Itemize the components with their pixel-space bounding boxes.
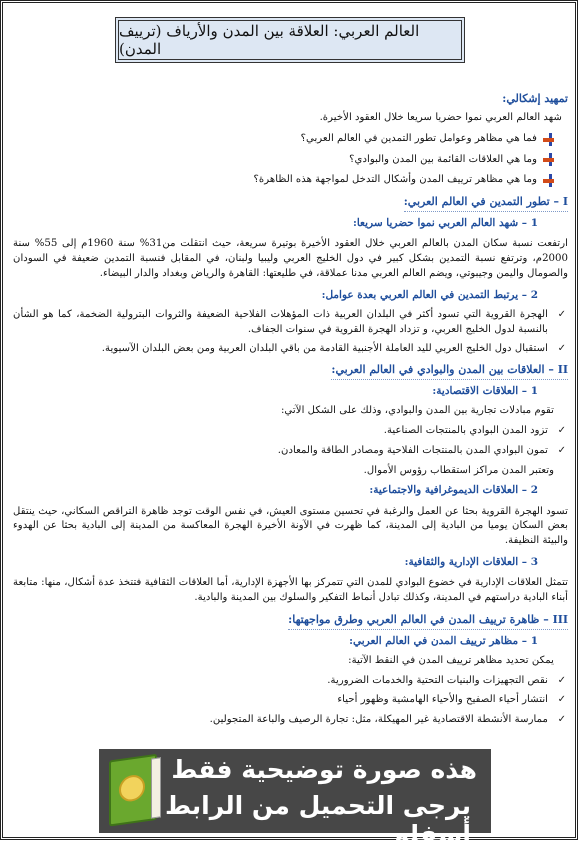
watermark-line-1: هذه صورة توضيحية فقط bbox=[171, 755, 477, 784]
question-text: وما هي مظاهر ترييف المدن وأشكال التدخل لمواجهة هذه الظاهرة؟ bbox=[253, 174, 537, 186]
page-title: العالم العربي: العلاقة بين المدن والأرياف (ترييف المدن) bbox=[115, 17, 465, 63]
subsection-heading: 2 – العلاقات الديموغرافية والاجتماعية: bbox=[369, 484, 538, 497]
subsection-heading: 3 – العلاقات الإدارية والثقافية: bbox=[404, 555, 538, 568]
subsection-heading: 1 – العلاقات الاقتصادية: bbox=[432, 385, 538, 398]
paragraph: يمكن تحديد مظاهر ترييف المدن في النقط الآتية: bbox=[348, 654, 554, 666]
paragraph: تسود الهجرة القروية بحثا عن العمل والرغبة في تحسين مستوى العيش، في نفس الوقت توجد ظاهرة التراقص السكاني، حيث ينتقل بعض السكان يوميا من البادية إلى المدينة، كما ظهرت في الآونة الأخيرة الهجرة المعاكسة من المدينة إلى البادية بحثا عن الهدوء والبيئة النظيفة. bbox=[13, 505, 568, 547]
section-heading-2: II – العلاقات بين المدن والبوادي في العالم العربي: bbox=[331, 362, 568, 380]
list-item: ✓ الهجرة القروية التي تسود أكثر في البلدان العربية ذات المؤهلات الفلاحية الضعيفة والثروات البترولية الضخمة، كما هو الشأن بالنسبة لدول الخليج العربي، و تزداد الهجرة القروية في سنوات الجفاف. bbox=[13, 308, 548, 338]
list-item: ✓ تمون البوادي المدن بالمنتجات الفلاحية ومصادر الطاقة والمعادن. bbox=[13, 444, 548, 459]
pushpin-icon bbox=[543, 133, 554, 146]
paragraph: تقوم مبادلات تجارية بين المدن والبوادي، وذلك على الشكل الآتي: bbox=[281, 405, 554, 417]
factor-list bbox=[13, 308, 568, 357]
ruralization-list bbox=[13, 674, 568, 728]
list-item: ✓ ممارسة الأنشطة الاقتصادية غير المهيكلة، مثل: تجارة الرصيف والباعة المتجولين. bbox=[13, 713, 548, 728]
question-item bbox=[13, 132, 568, 147]
question-item bbox=[13, 153, 568, 168]
lesson-content bbox=[13, 87, 568, 733]
section-heading-3: III – ظاهرة ترييف المدن في العالم العربي وطرق مواجهتها: bbox=[288, 612, 568, 630]
pushpin-icon bbox=[543, 153, 554, 166]
list-item: ✓ تزود المدن البوادي بالمنتجات الصناعية. bbox=[13, 424, 548, 439]
paragraph: تتمثل العلاقات الإدارية في خضوع البوادي للمدن التي تتمركز بها الأجهزة الإدارية، أما العلاقات الثقافية فتتخذ عدة أشكال، منها: متابعة أبناء البادية دراستهم في المدينة، وكذلك تبادل أنماط التفكير والسلوك بين المدينة والبادية. bbox=[13, 577, 568, 603]
subsection-heading: 1 – مظاهر ترييف المدن في العالم العربي: bbox=[349, 634, 538, 647]
question-item bbox=[13, 173, 568, 188]
watermark-line-2: يرجى التحميل من الرابط أسفله bbox=[164, 791, 471, 849]
intro-heading: تمهيد إشكالي: bbox=[502, 92, 568, 105]
question-text: وما هي العلاقات القائمة بين المدن والبوادي؟ bbox=[349, 153, 537, 165]
paragraph: ارتفعت نسبة سكان المدن بالعالم العربي خلال العقود الأخيرة بوتيرة سريعة، حيث انتقلت من31% سنة 1960م إلى 55% سنة 2000م، وترتفع نسبة التمدين بشكل كبير في دول الخليج العربي وليبيا ولبنان، في المقابل فنسبة التمدين ضعيفة في السودان والصومال واليمن وجيبوتي، ويضم العالم العربي مدنا عملاقة، في طليعتها: القاهرة والرياض وبغداد والدار البيضاء. bbox=[13, 238, 569, 279]
subsection-heading: 1 – شهد العالم العربي نموا حضريا سريعا: bbox=[352, 217, 538, 229]
section-heading-1: I – تطور التمدين في العالم العربي: bbox=[404, 194, 568, 212]
question-text: فما هي مظاهر وعوامل تطور التمدين في العالم العربي؟ bbox=[300, 132, 537, 144]
pushpin-icon bbox=[543, 174, 554, 187]
subsection-heading: 2 – يرتبط التمدين في العالم العربي بعدة عوامل: bbox=[321, 288, 538, 301]
exchange-list bbox=[13, 424, 568, 459]
list-item: ✓ انتشار أحياء الصفيح والأحياء الهامشية وظهور أحياء bbox=[13, 693, 548, 708]
intro-statement: شهد العالم العربي نموا حضريا سريعا خلال العقود الأخيرة. bbox=[319, 111, 562, 123]
watermark-banner bbox=[99, 749, 491, 849]
paragraph: وتعتبر المدن مراكز استقطاب رؤوس الأموال. bbox=[363, 464, 554, 476]
list-item: ✓ نقص التجهيزات والبنيات التحتية والخدمات الضرورية. bbox=[13, 674, 548, 689]
list-item: ✓ استقبال دول الخليج العربي لليد العاملة الأجنبية القادمة من باقي البلدان العربية ومن بعض البلدان الآسيوية. bbox=[13, 342, 548, 357]
